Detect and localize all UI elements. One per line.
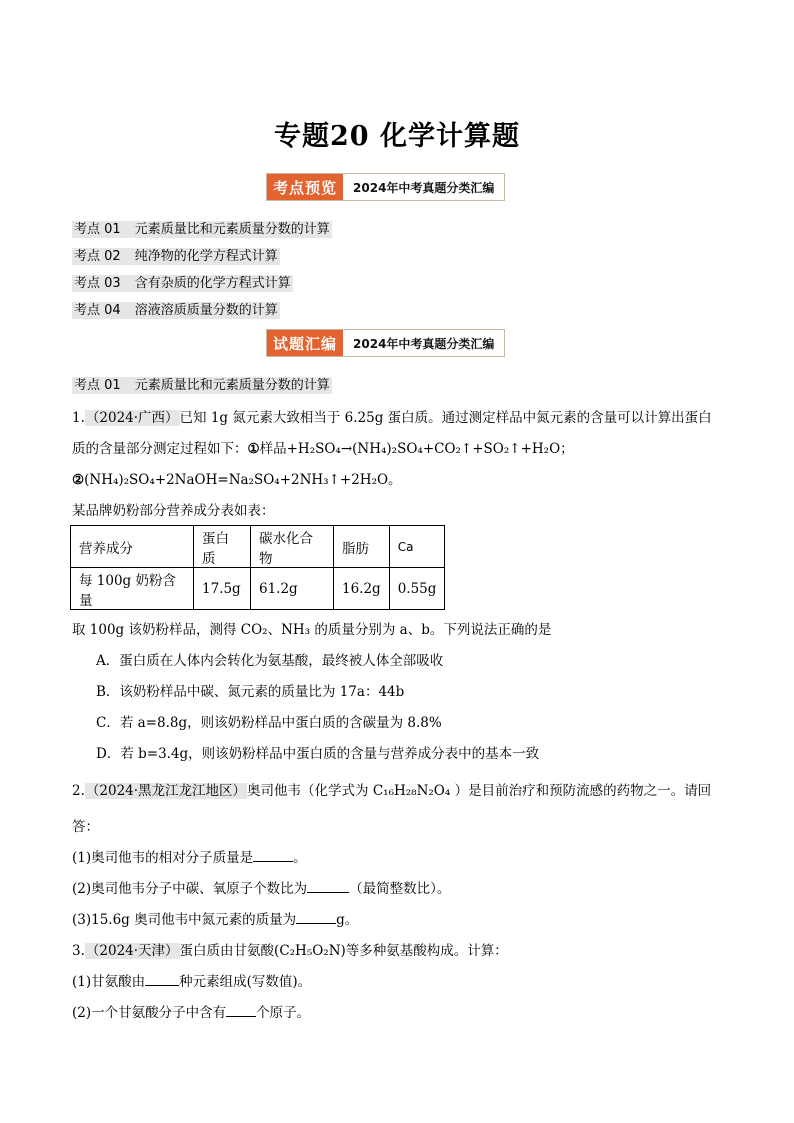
q2-line2: 答： bbox=[72, 819, 99, 835]
nutrition-table bbox=[70, 525, 445, 610]
table-cell: 0.55g bbox=[389, 568, 445, 610]
equation-1: 样品+H₂SO₄→(NH₄)₂SO₄+CO₂↑+SO₂↑+H₂O； bbox=[259, 441, 574, 457]
q2-part-3: (3)15.6g 奥司他韦中氮元素的质量为 g。 bbox=[72, 912, 359, 928]
q1-line1: 1.（2024·广西）已知 1g 氮元素大致相当于 6.25g 蛋白质。通过测定样品中氮元素的含量可以计算出蛋白 bbox=[72, 410, 712, 426]
equation-2: (NH₄)₂SO₄+2NaOH=Na₂SO₄+2NH₃↑+2H₂O。 bbox=[84, 472, 402, 488]
preview-banner bbox=[266, 173, 505, 201]
option-d: D．若 b=3.4g，则该奶粉样品中蛋白质的含量与营养成分表中的基本一致 bbox=[96, 746, 540, 762]
answer-blank[interactable] bbox=[307, 880, 349, 893]
option-b: B．该奶粉样品中碳、氮元素的质量比为 17a：44b bbox=[96, 684, 405, 700]
q2-part-2: (2)奥司他韦分子中碳、氧原子个数比为 （最简整数比）。 bbox=[72, 881, 451, 897]
answer-blank[interactable] bbox=[145, 973, 179, 986]
option-a: A．蛋白质在人体内会转化为氨基酸，最终被人体全部吸收 bbox=[96, 653, 444, 669]
question-number: 2. bbox=[72, 783, 85, 799]
toc-item: 考点 03 含有杂质的化学方程式计算 bbox=[74, 276, 291, 291]
q1-line3: ②(NH₄)₂SO₄+2NaOH=Na₂SO₄+2NH₃↑+2H₂O。 bbox=[72, 472, 402, 488]
table-intro: 某品牌奶粉部分营养成分表如表： bbox=[72, 503, 275, 519]
q3-part-2: (2)一个甘氨酸分子中含有 个原子。 bbox=[72, 1005, 311, 1021]
q2-part-1: (1)奥司他韦的相对分子质量是 。 bbox=[72, 850, 307, 866]
question-source: （2024·黑龙江龙江地区） bbox=[85, 783, 247, 799]
banner-tag: 考点预览 bbox=[267, 174, 343, 200]
exercise-banner bbox=[266, 329, 505, 357]
q3-line1: 3.（2024·天津）蛋白质由甘氨酸(C₂H₅O₂N)等多种氨基酸构成。计算： bbox=[72, 943, 508, 959]
section-heading: 考点 01 元素质量比和元素质量分数的计算 bbox=[74, 378, 330, 393]
banner-subtitle: 2024年中考真题分类汇编 bbox=[353, 180, 495, 195]
banner-subtitle: 2024年中考真题分类汇编 bbox=[353, 336, 495, 351]
question-source: （2024·广西） bbox=[85, 410, 179, 426]
q1-stem: 取 100g 该奶粉样品，测得 CO₂、NH₃ 的质量分别为 a、b。下列说法正确的是 bbox=[72, 622, 552, 638]
table-cell: 脂肪 bbox=[334, 526, 390, 568]
table-cell: 61.2g bbox=[251, 568, 334, 610]
toc-item: 考点 02 纯净物的化学方程式计算 bbox=[74, 249, 278, 264]
answer-blank[interactable] bbox=[253, 849, 293, 862]
table-cell: Ca bbox=[389, 526, 445, 568]
q1-line2: 质的含量部分测定过程如下：①样品+H₂SO₄→(NH₄)₂SO₄+CO₂↑+SO₂↑+H₂O； bbox=[72, 441, 574, 457]
q3-part-1: (1)甘氨酸由 种元素组成(写数值)。 bbox=[72, 974, 312, 990]
answer-blank[interactable] bbox=[226, 1004, 256, 1017]
table-cell: 每 100g 奶粉含量 bbox=[71, 568, 194, 610]
table-header-row bbox=[71, 526, 445, 568]
toc-item: 考点 01 元素质量比和元素质量分数的计算 bbox=[74, 222, 330, 237]
toc-item: 考点 04 溶液溶质质量分数的计算 bbox=[74, 303, 278, 318]
answer-blank[interactable] bbox=[296, 911, 336, 924]
table-cell: 17.5g bbox=[194, 568, 251, 610]
table-cell: 蛋白质 bbox=[194, 526, 251, 568]
table-cell: 营养成分 bbox=[71, 526, 194, 568]
table-cell: 16.2g bbox=[334, 568, 390, 610]
table-cell: 碳水化合物 bbox=[251, 526, 334, 568]
question-source: （2024·天津） bbox=[85, 943, 179, 959]
question-number: 1. bbox=[72, 410, 85, 426]
table-row bbox=[71, 568, 445, 610]
option-c: C．若 a=8.8g，则该奶粉样品中蛋白质的含碳量为 8.8% bbox=[96, 715, 442, 731]
q2-line1: 2.（2024·黑龙江龙江地区）奥司他韦（化学式为 C₁₆H₂₈N₂O₄ ）是目前治疗和预防流感的药物之一。请回 bbox=[72, 783, 712, 799]
question-number: 3. bbox=[72, 943, 85, 959]
page-title: 专题20 化学计算题 bbox=[274, 121, 520, 152]
banner-tag: 试题汇编 bbox=[267, 330, 343, 356]
